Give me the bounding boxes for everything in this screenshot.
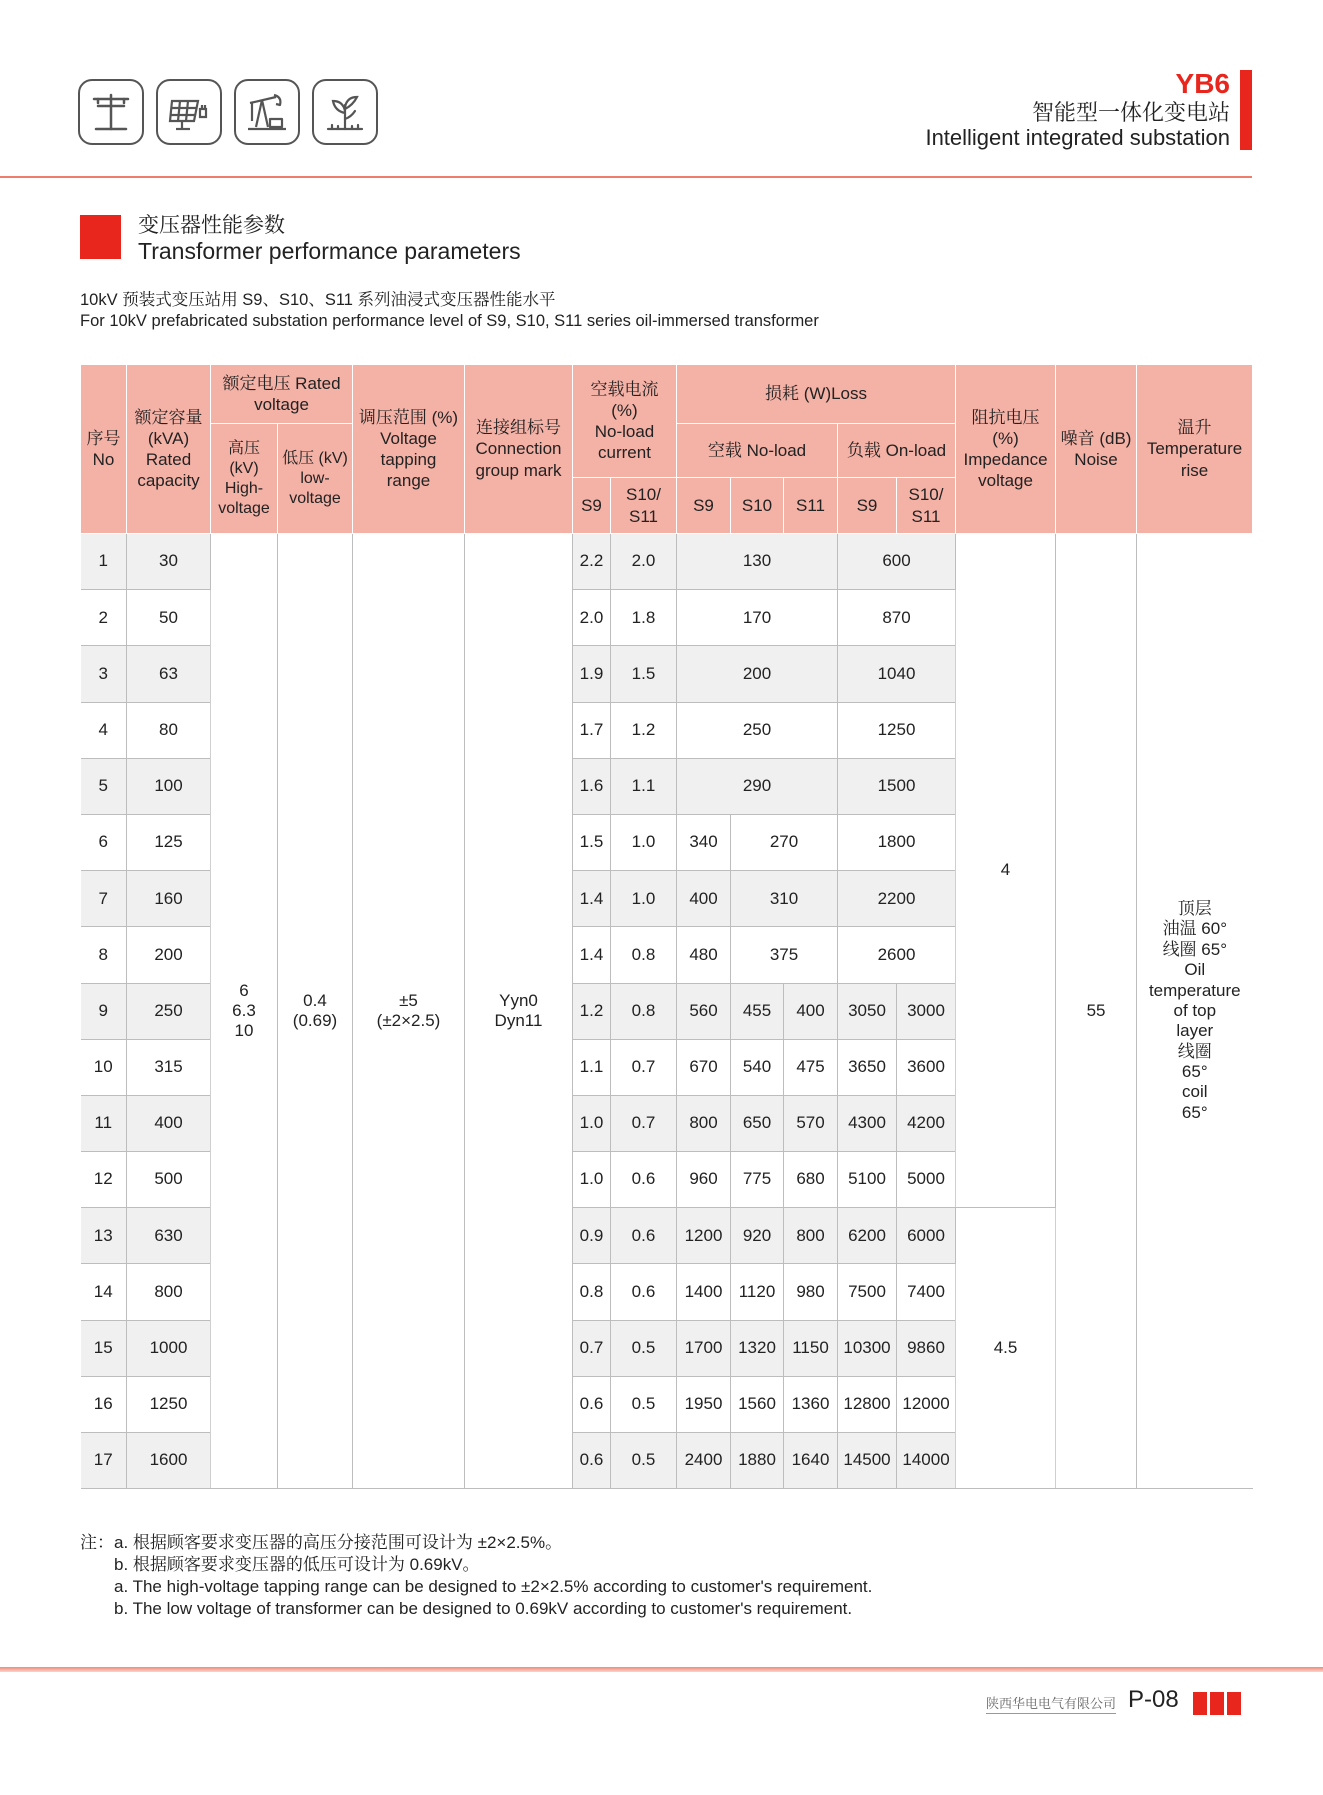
performance-table bbox=[80, 364, 1253, 1489]
page-number: P-08 bbox=[1128, 1686, 1179, 1713]
row-capacity: 315 bbox=[127, 1039, 211, 1095]
impedance-value: 4 bbox=[956, 534, 1056, 1208]
noload-loss-s9: 2400 bbox=[677, 1433, 731, 1489]
onload-loss-s10s11: 4200 bbox=[897, 1095, 956, 1151]
noload-current-s10s11: 0.8 bbox=[611, 983, 677, 1039]
footer-company: 陕西华电电气有限公司 bbox=[986, 1693, 1116, 1714]
header-noload-s10: S10 bbox=[731, 478, 784, 534]
noload-current-s9: 1.0 bbox=[573, 1152, 611, 1208]
row-capacity: 30 bbox=[127, 534, 211, 590]
plant-icon bbox=[312, 79, 378, 145]
header-noload-current: 空载电流 (%) No-load current bbox=[573, 365, 677, 478]
header-title-block bbox=[925, 68, 1230, 151]
row-capacity: 400 bbox=[127, 1095, 211, 1151]
noload-current-s9: 1.5 bbox=[573, 814, 611, 870]
noload-current-s10s11: 0.7 bbox=[611, 1095, 677, 1151]
noload-current-s10s11: 1.1 bbox=[611, 758, 677, 814]
noload-loss-s9: 340 bbox=[677, 814, 731, 870]
noload-current-s10s11: 0.8 bbox=[611, 927, 677, 983]
product-title-cn: 智能型一体化变电站 bbox=[1031, 100, 1230, 126]
noload-current-s9: 1.0 bbox=[573, 1095, 611, 1151]
onload-loss-s9: 7500 bbox=[838, 1264, 897, 1320]
row-capacity: 50 bbox=[127, 590, 211, 646]
noload-loss-s9: 1200 bbox=[677, 1208, 731, 1264]
noload-loss-s10: 920 bbox=[731, 1208, 784, 1264]
noload-loss-s9: 1400 bbox=[677, 1264, 731, 1320]
onload-loss-s10s11: 14000 bbox=[897, 1433, 956, 1489]
product-title-en: Intelligent integrated substation bbox=[925, 125, 1230, 151]
header-current-s10s11: S10/ S11 bbox=[611, 478, 677, 534]
notes-prefix: 注： bbox=[80, 1533, 114, 1552]
row-capacity: 63 bbox=[127, 646, 211, 702]
onload-loss-s10s11: 9860 bbox=[897, 1320, 956, 1376]
section-subtitle bbox=[80, 290, 819, 333]
header-temperature: 温升 Temperature rise bbox=[1137, 365, 1253, 534]
onload-loss-s9: 3050 bbox=[838, 983, 897, 1039]
onload-loss-s10s11: 3600 bbox=[897, 1039, 956, 1095]
header-divider bbox=[0, 176, 1252, 178]
noload-current-s10s11: 0.5 bbox=[611, 1320, 677, 1376]
power-tower-icon bbox=[78, 79, 144, 145]
noload-current-s10s11: 1.0 bbox=[611, 871, 677, 927]
header-no: 序号 No bbox=[81, 365, 127, 534]
noload-current-s9: 0.7 bbox=[573, 1320, 611, 1376]
high-voltage-value: 6 6.3 10 bbox=[211, 534, 278, 1489]
row-no: 2 bbox=[81, 590, 127, 646]
noload-loss-s11: 475 bbox=[784, 1039, 838, 1095]
header-onload-s10s11: S10/ S11 bbox=[897, 478, 956, 534]
note-b-en: b. The low voltage of transformer can be designed to 0.69kV according to customer's requirement. bbox=[114, 1599, 853, 1619]
note-b-cn: b. 根据顾客要求变压器的低压可设计为 0.69kV。 bbox=[114, 1555, 480, 1575]
note-a-en: a. The high-voltage tapping range can be designed to ±2×2.5% according to customer's requirement. bbox=[114, 1577, 873, 1597]
header-onload-s9: S9 bbox=[838, 478, 897, 534]
noload-current-s9: 0.6 bbox=[573, 1376, 611, 1432]
row-capacity: 800 bbox=[127, 1264, 211, 1320]
row-no: 15 bbox=[81, 1320, 127, 1376]
onload-loss-s9: 3650 bbox=[838, 1039, 897, 1095]
row-no: 7 bbox=[81, 871, 127, 927]
noload-current-s10s11: 2.0 bbox=[611, 534, 677, 590]
header-loss: 损耗 (W)Loss bbox=[677, 365, 956, 424]
noload-current-s10s11: 1.5 bbox=[611, 646, 677, 702]
onload-loss-s10s11: 12000 bbox=[897, 1376, 956, 1432]
note-a-cn: a. 根据顾客要求变压器的高压分接范围可设计为 ±2×2.5%。 bbox=[114, 1533, 563, 1552]
header-connection: 连接组标号 Connection group mark bbox=[465, 365, 573, 534]
noload-loss-s11: 1150 bbox=[784, 1320, 838, 1376]
row-capacity: 1250 bbox=[127, 1376, 211, 1432]
noload-loss-s10: 455 bbox=[731, 983, 784, 1039]
noload-loss-s11: 400 bbox=[784, 983, 838, 1039]
tapping-range-value: ±5 (±2×2.5) bbox=[353, 534, 465, 1489]
noload-loss-s11: 1640 bbox=[784, 1433, 838, 1489]
noload-loss: 170 bbox=[677, 590, 838, 646]
note-a-cn-line bbox=[80, 1532, 872, 1554]
table-body bbox=[81, 534, 1253, 1489]
header-onload-loss: 负载 On-load bbox=[838, 424, 956, 478]
table-row bbox=[81, 534, 1253, 590]
noload-loss-s11: 1360 bbox=[784, 1376, 838, 1432]
subtitle-en: For 10kV prefabricated substation performance level of S9, S10, S11 series oil-immersed transformer bbox=[80, 312, 819, 331]
footer-divider bbox=[0, 1667, 1323, 1672]
header-noload-s11: S11 bbox=[784, 478, 838, 534]
row-capacity: 1000 bbox=[127, 1320, 211, 1376]
onload-loss-s10s11: 6000 bbox=[897, 1208, 956, 1264]
noload-current-s10s11: 0.6 bbox=[611, 1264, 677, 1320]
table-header bbox=[81, 365, 1253, 534]
noload-current-s10s11: 1.0 bbox=[611, 814, 677, 870]
temperature-rise-value: 顶层 油温 60° 线圈 65° Oil temperature of top layer 线圈 65° coil 65° bbox=[1137, 534, 1253, 1489]
noload-current-s9: 0.9 bbox=[573, 1208, 611, 1264]
noload-loss: 130 bbox=[677, 534, 838, 590]
row-capacity: 160 bbox=[127, 871, 211, 927]
subtitle-cn: 10kV 预装式变压站用 S9、S10、S11 系列油浸式变压器性能水平 bbox=[80, 291, 556, 309]
product-code: YB6 bbox=[1175, 68, 1230, 99]
row-no: 8 bbox=[81, 927, 127, 983]
section-title-en: Transformer performance parameters bbox=[138, 238, 521, 265]
connection-group-value: Yyn0 Dyn11 bbox=[465, 534, 573, 1489]
noload-loss-s10s11: 310 bbox=[731, 871, 838, 927]
header-noload-loss: 空载 No-load bbox=[677, 424, 838, 478]
row-no: 14 bbox=[81, 1264, 127, 1320]
oil-pump-icon bbox=[234, 79, 300, 145]
notes bbox=[80, 1532, 872, 1620]
row-capacity: 200 bbox=[127, 927, 211, 983]
noload-current-s9: 1.7 bbox=[573, 702, 611, 758]
noise-value: 55 bbox=[1056, 534, 1137, 1489]
header-noload-s9: S9 bbox=[677, 478, 731, 534]
row-capacity: 500 bbox=[127, 1152, 211, 1208]
impedance-value: 4.5 bbox=[956, 1208, 1056, 1489]
category-icons bbox=[78, 79, 378, 145]
onload-loss-s9: 6200 bbox=[838, 1208, 897, 1264]
noload-loss-s11: 570 bbox=[784, 1095, 838, 1151]
noload-loss: 290 bbox=[677, 758, 838, 814]
noload-current-s10s11: 0.5 bbox=[611, 1433, 677, 1489]
header-capacity: 额定容量 (kVA) Rated capacity bbox=[127, 365, 211, 534]
header-current-s9: S9 bbox=[573, 478, 611, 534]
header-rated-voltage: 额定电压 Rated voltage bbox=[211, 365, 353, 424]
noload-loss-s10: 540 bbox=[731, 1039, 784, 1095]
row-no: 11 bbox=[81, 1095, 127, 1151]
onload-loss: 870 bbox=[838, 590, 956, 646]
onload-loss-s10s11: 3000 bbox=[897, 983, 956, 1039]
noload-current-s9: 1.1 bbox=[573, 1039, 611, 1095]
section-marker bbox=[80, 215, 121, 259]
row-no: 5 bbox=[81, 758, 127, 814]
noload-current-s9: 0.8 bbox=[573, 1264, 611, 1320]
header-high-voltage: 高压 (kV) High- voltage bbox=[211, 424, 278, 534]
noload-current-s9: 1.9 bbox=[573, 646, 611, 702]
row-no: 3 bbox=[81, 646, 127, 702]
noload-loss-s11: 980 bbox=[784, 1264, 838, 1320]
noload-current-s9: 1.4 bbox=[573, 927, 611, 983]
noload-loss-s10: 1320 bbox=[731, 1320, 784, 1376]
header-impedance: 阻抗电压 (%) Impedance voltage bbox=[956, 365, 1056, 534]
noload-current-s10s11: 1.2 bbox=[611, 702, 677, 758]
row-capacity: 1600 bbox=[127, 1433, 211, 1489]
onload-loss-s10s11: 5000 bbox=[897, 1152, 956, 1208]
row-no: 10 bbox=[81, 1039, 127, 1095]
noload-current-s9: 1.2 bbox=[573, 983, 611, 1039]
low-voltage-value: 0.4 (0.69) bbox=[278, 534, 353, 1489]
row-no: 16 bbox=[81, 1376, 127, 1432]
noload-loss-s9: 960 bbox=[677, 1152, 731, 1208]
row-capacity: 630 bbox=[127, 1208, 211, 1264]
row-capacity: 100 bbox=[127, 758, 211, 814]
header-low-voltage: 低压 (kV) low- voltage bbox=[278, 424, 353, 534]
onload-loss: 600 bbox=[838, 534, 956, 590]
noload-loss-s10: 775 bbox=[731, 1152, 784, 1208]
row-no: 13 bbox=[81, 1208, 127, 1264]
row-capacity: 80 bbox=[127, 702, 211, 758]
header-tapping: 调压范围 (%) Voltage tapping range bbox=[353, 365, 465, 534]
noload-current-s9: 0.6 bbox=[573, 1433, 611, 1489]
noload-loss-s10: 1560 bbox=[731, 1376, 784, 1432]
row-no: 17 bbox=[81, 1433, 127, 1489]
onload-loss: 2200 bbox=[838, 871, 956, 927]
onload-loss-s10s11: 7400 bbox=[897, 1264, 956, 1320]
onload-loss: 1500 bbox=[838, 758, 956, 814]
noload-loss-s9: 480 bbox=[677, 927, 731, 983]
row-no: 1 bbox=[81, 534, 127, 590]
noload-loss-s9: 1950 bbox=[677, 1376, 731, 1432]
noload-loss-s10: 1880 bbox=[731, 1433, 784, 1489]
onload-loss-s9: 5100 bbox=[838, 1152, 897, 1208]
noload-loss-s9: 560 bbox=[677, 983, 731, 1039]
onload-loss-s9: 10300 bbox=[838, 1320, 897, 1376]
solar-panel-icon bbox=[156, 79, 222, 145]
noload-current-s9: 1.4 bbox=[573, 871, 611, 927]
noload-loss-s10s11: 375 bbox=[731, 927, 838, 983]
noload-loss-s9: 670 bbox=[677, 1039, 731, 1095]
noload-current-s10s11: 0.5 bbox=[611, 1376, 677, 1432]
noload-loss-s10: 1120 bbox=[731, 1264, 784, 1320]
section-title bbox=[138, 214, 521, 265]
noload-loss-s11: 680 bbox=[784, 1152, 838, 1208]
onload-loss-s9: 12800 bbox=[838, 1376, 897, 1432]
onload-loss: 1040 bbox=[838, 646, 956, 702]
noload-loss-s9: 1700 bbox=[677, 1320, 731, 1376]
row-no: 4 bbox=[81, 702, 127, 758]
onload-loss: 2600 bbox=[838, 927, 956, 983]
row-no: 9 bbox=[81, 983, 127, 1039]
noload-current-s9: 1.6 bbox=[573, 758, 611, 814]
row-no: 12 bbox=[81, 1152, 127, 1208]
onload-loss: 1250 bbox=[838, 702, 956, 758]
noload-current-s10s11: 0.6 bbox=[611, 1152, 677, 1208]
onload-loss: 1800 bbox=[838, 814, 956, 870]
noload-current-s10s11: 1.8 bbox=[611, 590, 677, 646]
noload-loss-s10s11: 270 bbox=[731, 814, 838, 870]
noload-current-s9: 2.2 bbox=[573, 534, 611, 590]
row-no: 6 bbox=[81, 814, 127, 870]
header-accent-bar bbox=[1240, 70, 1252, 150]
footer-blocks bbox=[1193, 1692, 1241, 1715]
noload-current-s10s11: 0.7 bbox=[611, 1039, 677, 1095]
noload-loss-s9: 800 bbox=[677, 1095, 731, 1151]
noload-loss: 250 bbox=[677, 702, 838, 758]
header-noise: 噪音 (dB) Noise bbox=[1056, 365, 1137, 534]
onload-loss-s9: 4300 bbox=[838, 1095, 897, 1151]
noload-loss-s11: 800 bbox=[784, 1208, 838, 1264]
section-title-cn: 变压器性能参数 bbox=[138, 214, 285, 237]
row-capacity: 125 bbox=[127, 814, 211, 870]
noload-loss-s9: 400 bbox=[677, 871, 731, 927]
row-capacity: 250 bbox=[127, 983, 211, 1039]
onload-loss-s9: 14500 bbox=[838, 1433, 897, 1489]
noload-loss-s10: 650 bbox=[731, 1095, 784, 1151]
noload-current-s9: 2.0 bbox=[573, 590, 611, 646]
noload-current-s10s11: 0.6 bbox=[611, 1208, 677, 1264]
noload-loss: 200 bbox=[677, 646, 838, 702]
